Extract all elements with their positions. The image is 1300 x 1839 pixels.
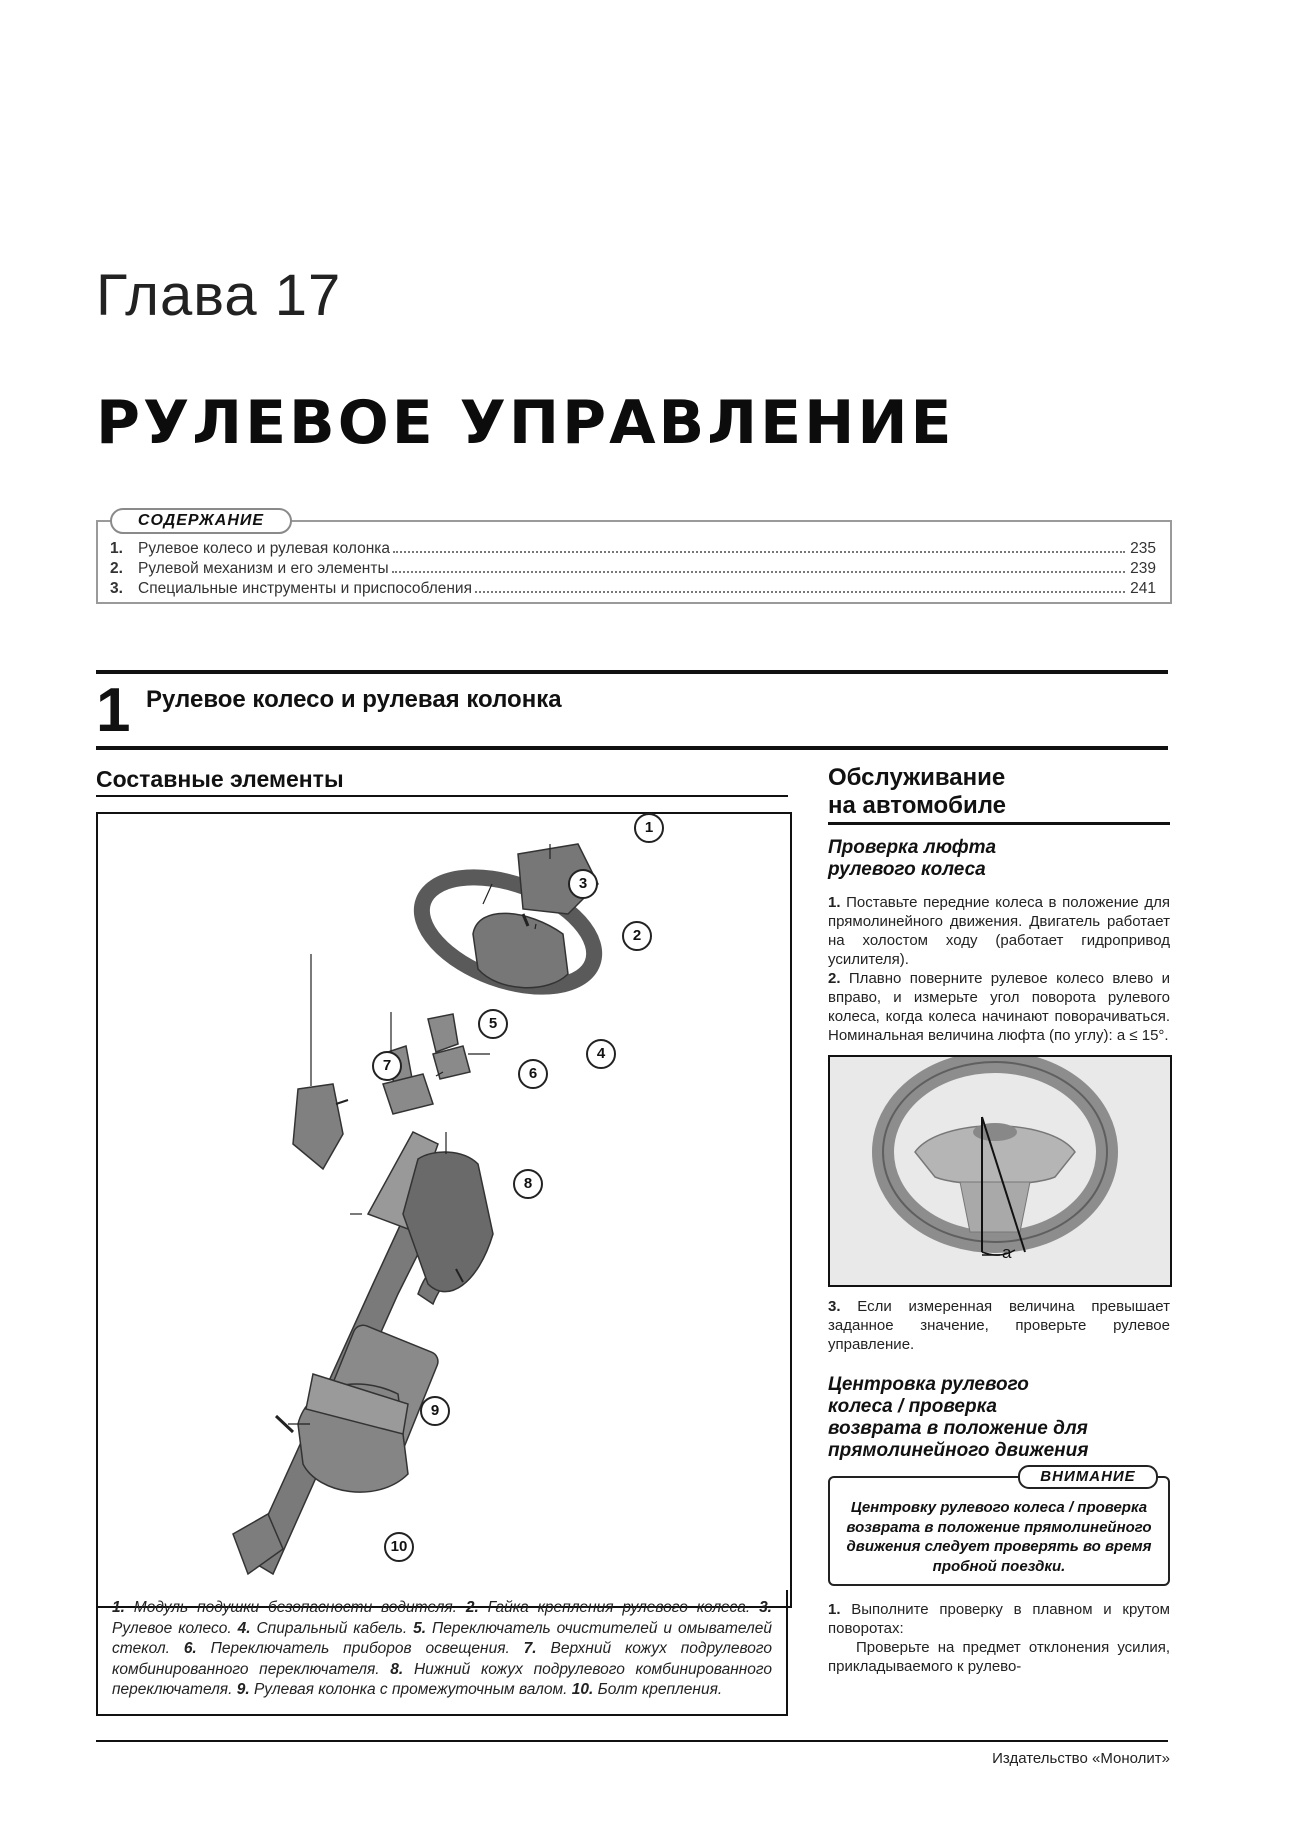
caption-text: Болт крепления. [593,1681,723,1698]
toc-item-text: Рулевое колесо и рулевая колонка [138,540,391,557]
toc-leader-dots [475,591,1125,593]
caption-number: 3. [759,1599,772,1616]
caption-number: 4. [237,1619,251,1637]
check-play-heading [828,837,1170,881]
callout-6: 6 [518,1059,548,1089]
section-number: 1 [96,676,131,745]
callout-4: 4 [586,1039,616,1069]
toc-item-number: 3. [110,580,123,597]
sub-heading-line: прямолинейного движения [828,1440,1089,1461]
toc-item-text: Специальные инструменты и приспособления [138,580,472,597]
check-play-step-3 [828,1297,1170,1354]
sub-heading-line: колеса / проверка [828,1396,997,1417]
toc-leader-dots [392,571,1125,573]
publisher: Издательство «Монолит» [992,1750,1170,1767]
step-number: 2. [828,970,841,987]
components-heading-rule [96,795,788,797]
caption-text: Верхний кожух подрулевого комбинированного переключателя. [112,1640,772,1678]
maintenance-heading-line: Обслуживание [828,764,1006,791]
caption-number: 9. [236,1681,250,1698]
chapter-title: РУЛЕВОЕ УПРАВЛЕНИЕ [96,388,955,458]
callout-1: 1 [634,813,664,843]
callout-7: 7 [372,1051,402,1081]
step-number: 1. [828,894,841,911]
maintenance-heading-rule [828,822,1170,825]
toc-item[interactable] [110,540,1156,560]
centering-step-1 [828,1600,1170,1638]
caption-number: 10. [571,1681,594,1698]
toc-item-page: 239 [1130,560,1156,577]
toc-item-number: 1. [110,540,123,557]
warning-tab: ВНИМАНИЕ [1018,1465,1158,1489]
callout-3: 3 [568,869,598,899]
footer-rule [96,1740,1168,1742]
sub-heading-line: Центровка рулевого [828,1374,1029,1395]
toc-leader-dots [393,551,1125,553]
centering-step-1-continued: Проверьте на предмет отклонения усилия, прикладываемого к рулево- [828,1639,1170,1675]
section-rule-bottom [96,746,1168,750]
angle-label: a [1002,1243,1012,1262]
callout-5: 5 [478,1009,508,1039]
toc-tab: СОДЕРЖАНИЕ [110,508,292,534]
maintenance-heading-line: на автомобиле [828,792,1007,819]
figure-caption [96,1590,788,1716]
toc-item[interactable] [110,580,1156,600]
maintenance-column [828,764,1170,1676]
caption-text: Модуль подушки безопасности водителя. [124,1599,466,1616]
caption-text: Переключатель приборов освещения. [196,1640,524,1657]
callout-8: 8 [513,1169,543,1199]
section-title: Рулевое колесо и рулевая колонка [146,686,562,713]
callout-9: 9 [420,1396,450,1426]
caption-number: 7. [523,1640,537,1657]
maintenance-heading [828,764,1170,820]
caption-text: Рулевое колесо. [112,1619,238,1637]
sub-heading-line: рулевого колеса [828,859,986,880]
caption-text: Спиральный кабель. [250,1619,414,1637]
caption-text: Нижний кожух подрулевого комбинированного переключателя. [112,1660,772,1698]
exploded-diagram [96,812,792,1608]
step-number: 3. [828,1298,841,1315]
warning-text: Центровку рулевого колеса / проверка возврата в положение прямолинейного движения следует проверять во время пробной поездки. [846,1499,1152,1575]
toc-item[interactable] [110,560,1156,580]
steering-wheel-photo-drawing [830,1057,1170,1285]
sub-heading-line: Проверка люфта [828,837,997,858]
callout-10: 10 [384,1532,414,1562]
step-text: Если измеренная величина превышает заданное значение, проверьте рулевое управление. [828,1298,1170,1353]
toc-item-number: 2. [110,560,123,577]
caption-text: Гайка крепления рулевого колеса. [478,1599,760,1616]
check-play-step-2 [828,969,1170,1045]
sub-heading-line: возврата в положение для [828,1418,1088,1439]
callout-2: 2 [622,921,652,951]
step-text: Плавно поверните рулевое колесо влево и вправо, и измерьте угол поворота рулевого колеса, когда колеса начинают поворачиваться. Номинальная величина люфта (по углу): a ≤ 15°. [828,970,1170,1044]
caption-text: Переключатель очистителей и омывателей стекол. [112,1619,772,1657]
toc-item-text: Рулевой механизм и его элементы [138,560,389,577]
chapter-label: Глава 17 [96,263,342,328]
toc-rows [110,540,1156,600]
centering-heading [828,1374,1170,1462]
step-text: Выполните проверку в плавном и крутом поворотах: [828,1601,1170,1637]
steering-column-illustration [98,814,790,1606]
warning-box [828,1468,1170,1586]
section-rule-top [96,670,1168,674]
caption-number: 6. [183,1640,197,1657]
toc-item-page: 235 [1130,540,1156,557]
table-of-contents [96,512,1172,604]
caption-number: 5. [413,1619,427,1637]
caption-number: 1. [112,1599,125,1616]
steering-wheel-photo [828,1055,1172,1287]
caption-number: 2. [465,1599,479,1616]
step-number: 1. [828,1601,841,1618]
check-play-step-1 [828,893,1170,969]
components-heading: Составные элементы [96,766,344,792]
toc-item-page: 241 [1130,580,1156,597]
caption-number: 8. [390,1660,404,1678]
caption-text: Рулевая колонка с промежуточным валом. [249,1681,572,1698]
step-text: Поставьте передние колеса в положение для прямолинейного движения. Двигатель работает на холостом ходу (работает гидропривод усилителя). [828,894,1170,968]
